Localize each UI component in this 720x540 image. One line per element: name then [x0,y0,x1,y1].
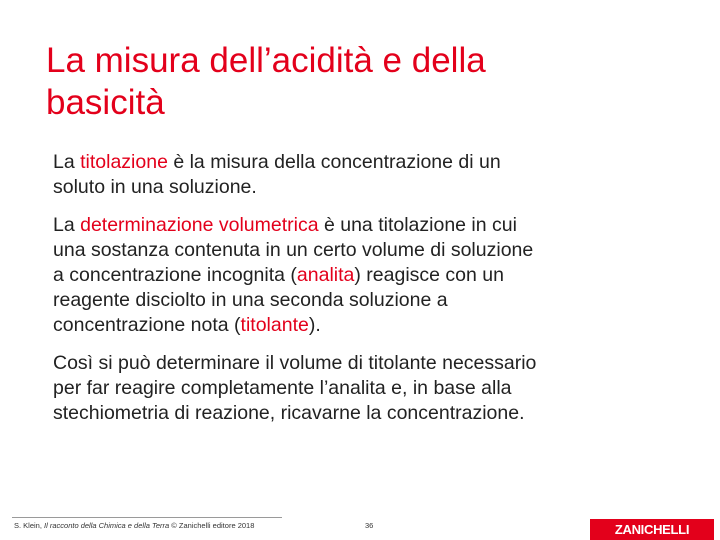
text-line: per far reagire completamente l’analita e, in base alla [53,377,512,399]
text-fragment: a concentrazione incognita ( [53,264,297,286]
highlight-term: titolazione [80,151,168,173]
highlight-term: titolante [240,314,309,336]
text-fragment: ) reagisce con un [354,264,504,286]
credit-publisher: © Zanichelli editore 2018 [169,521,255,530]
text-line: una sostanza contenuta in un certo volume di soluzione [53,239,534,261]
title-line: La misura dell’acidità e della [46,41,486,80]
text-fragment: La [53,151,81,173]
credit-author: S. Klein, [14,521,45,530]
credit-book-title: Il racconto della Chimica e della Terra [44,521,170,530]
slide-title [46,40,686,124]
page-number: 36 [365,521,374,530]
text-line [53,263,663,288]
text-line [53,213,663,238]
text-line [53,313,663,338]
paragraph-determinazione [53,213,663,338]
footer-divider [12,517,282,518]
text-line: reagente disciolto in una seconda soluzione a [53,289,448,311]
text-line: stechiometria di reazione, ricavarne la concentrazione. [53,402,525,424]
text-line: soluto in una soluzione. [53,176,257,198]
text-fragment: ). [308,314,321,336]
text-fragment: concentrazione nota ( [53,314,241,336]
highlight-term: determinazione volumetrica [80,214,319,236]
text-fragment: è la misura della concentrazione di un [167,151,501,173]
highlight-term: analita [296,264,355,286]
zanichelli-logo: ZANICHELLI [590,519,714,540]
text-line: Così si può determinare il volume di titolante necessario [53,352,537,374]
title-line: basicità [46,83,165,122]
text-line [53,150,663,175]
text-fragment: La [53,214,81,236]
footer-credit [14,521,254,530]
paragraph-conclusione [53,351,663,426]
paragraph-titolazione [53,150,663,200]
slide-body [53,150,663,439]
text-fragment: è una titolazione in cui [318,214,517,236]
